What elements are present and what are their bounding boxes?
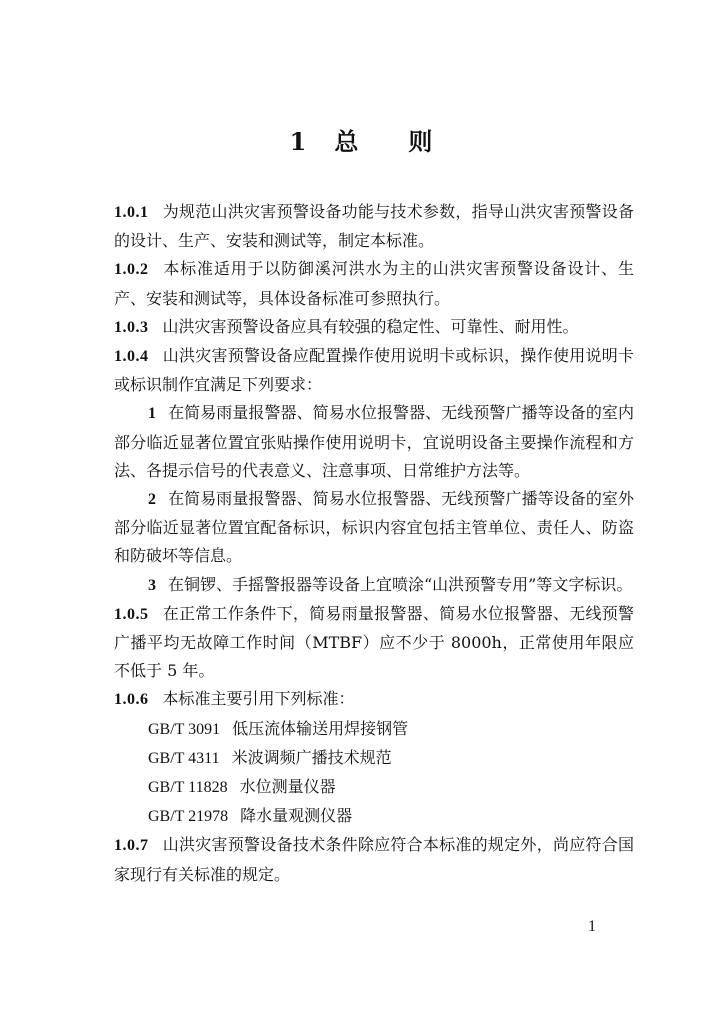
standard-name: 降水量观测仪器 (240, 806, 353, 826)
clause-1-0-1 (114, 198, 634, 255)
clause-1-0-4 (114, 342, 634, 399)
clause-number: 1.0.1 (114, 204, 149, 221)
page-number: 1 (588, 918, 596, 935)
chapter-number: 1 (289, 127, 309, 156)
clause-item-3 (114, 571, 634, 600)
clause-1-0-5 (114, 600, 634, 686)
clause-number: 1.0.3 (114, 318, 149, 336)
clause-1-0-7 (114, 831, 634, 888)
clause-number: 1.0.7 (114, 837, 149, 855)
item-number: 1 (148, 405, 156, 423)
clause-item-2 (114, 485, 634, 571)
standard-name: 水位测量仪器 (239, 777, 336, 797)
clause-text: 本标准适用于以防御溪河洪水为主的山洪灾害预警设备设计、生产、安装和测试等，具体设备标准可参照执行。 (114, 259, 634, 308)
clause-text: 本标准主要引用下列标准： (162, 689, 355, 709)
clause-text: 山洪灾害预警设备技术条件除应符合本标准的规定外，尚应符合国家现行有关标准的规定。 (114, 835, 634, 884)
item-text: 在简易雨量报警器、简易水位报警器、无线预警广播等设备的室内部分临近显著位置宜张贴操作使用说明卡，宜说明设备主要操作流程和方法、各提示信号的代表意义、注意事项、日常维护方法等。 (114, 403, 634, 480)
clause-1-0-2 (114, 255, 634, 312)
chapter-title (0, 124, 724, 160)
standard-code: GB/T 11828 (148, 779, 228, 797)
standard-item (114, 802, 634, 831)
clause-number: 1.0.4 (114, 348, 149, 366)
clause-text: 山洪灾害预警设备应具有较强的稳定性、可靠性、耐用性。 (162, 316, 579, 336)
clause-number: 1.0.2 (114, 261, 149, 279)
standard-name: 米波调频广播技术规范 (231, 747, 392, 767)
item-number: 2 (148, 491, 156, 509)
standard-item (114, 744, 634, 773)
standard-item (114, 773, 634, 802)
chapter-title-word-1: 总 (334, 127, 361, 156)
standard-name: 低压流体输送用焊接钢管 (232, 718, 409, 738)
item-text: 在铜锣、手摇警报器等设备上宜喷涂“山洪预警专用”等文字标识。 (168, 574, 633, 594)
item-text: 在简易雨量报警器、简易水位报警器、无线预警广播等设备的室外部分临近显著位置宜配备标识，标识内容宜包括主管单位、责任人、防盗和防破坏等信息。 (114, 489, 634, 566)
clause-number: 1.0.5 (114, 605, 149, 623)
chapter-title-word-2: 则 (408, 127, 435, 156)
chapter-body (114, 198, 634, 889)
referenced-standards-list (114, 715, 634, 832)
clause-text: 在正常工作条件下，简易雨量报警器、简易水位报警器、无线预警广播平均无故障工作时间（MTBF）应不少于 8000h，正常使用年限应不低于 5 年。 (114, 603, 634, 681)
clause-number: 1.0.6 (114, 691, 149, 709)
standard-code: GB/T 21978 (148, 808, 229, 826)
clause-1-0-3 (114, 313, 634, 342)
clause-item-1 (114, 399, 634, 485)
clause-1-0-6 (114, 685, 634, 714)
standard-item (114, 715, 634, 744)
clause-text: 为规范山洪灾害预警设备功能与技术参数，指导山洪灾害预警设备的设计、生产、安装和测试等，制定本标准。 (114, 202, 634, 251)
standard-code: GB/T 3091 (148, 720, 221, 738)
standard-code: GB/T 4311 (148, 749, 220, 767)
item-number: 3 (148, 576, 156, 594)
clause-text: 山洪灾害预警设备应配置操作使用说明卡或标识，操作使用说明卡或标识制作宜满足下列要求： (114, 346, 634, 395)
